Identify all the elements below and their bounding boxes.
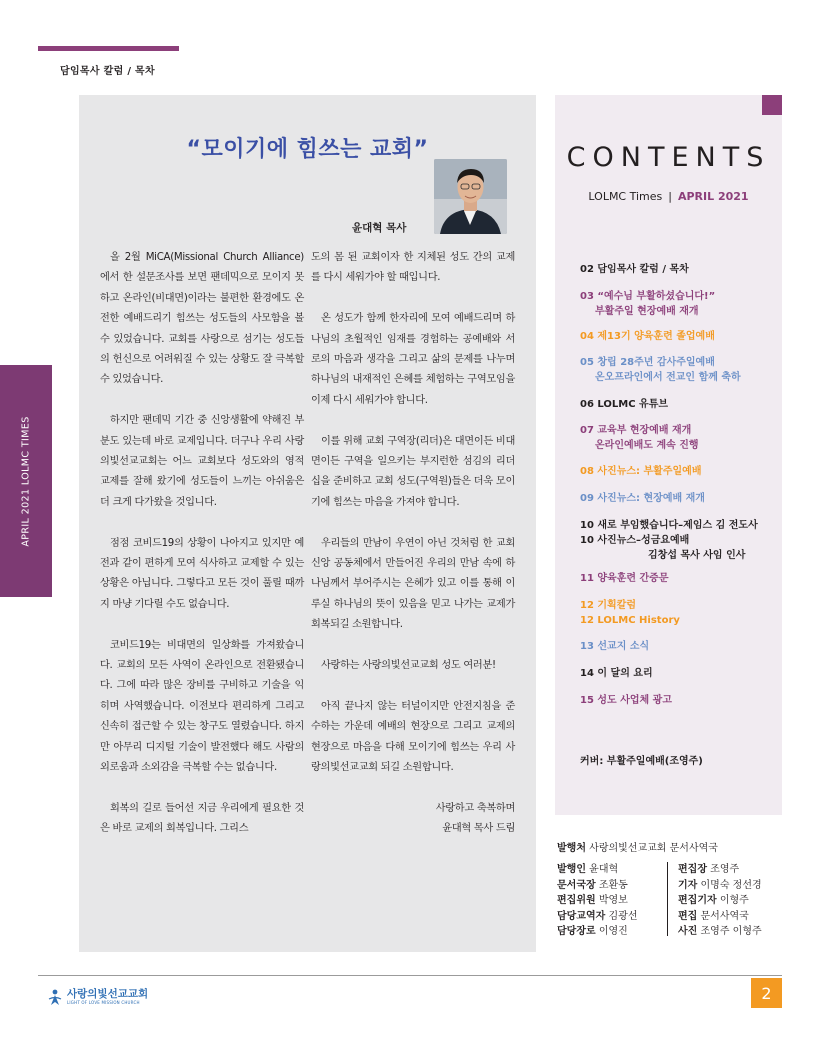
section-label: 담임목사 칼럼 / 목차 (60, 66, 155, 77)
paragraph: 올 2월 MiCA(Missional Church Alliance)에서 한 설문조사를 보면 팬데믹으로 모이지 못하고 온라인(비대면)이라는 불편한 환경에도 온전한 예배드리기 힘쓰는 성도들의 사모함을 볼 수 있었습니다. 교회를 사랑으로 섬기는 성도들의 헌신으로 어려워질 수 있는 상황도 잘 극복할 수 있었습니다. (100, 252, 304, 386)
issue-date: APRIL 2021 (677, 190, 749, 203)
author-byline: 윤대혁 목사 (352, 222, 407, 234)
toc-item-title: 11 양육훈련 간증문 (580, 573, 669, 584)
paragraph: 점점 코비드19의 상황이 나아지고 있지만 예전과 같이 편하게 모여 식사하고 교제할 수 있는 상황은 아닙니다. 그렇다고 모든 것이 풀릴 때까지 마냥 기다릴 수도 없습니다. (100, 537, 304, 610)
pastor-column (79, 95, 536, 952)
staff-divider (667, 862, 668, 936)
staff-credits-left (557, 862, 637, 940)
paragraph: 사랑하는 사랑의빛선교교회 성도 여러분! (321, 660, 496, 672)
paragraph: 도의 몸 된 교회이자 한 지체된 성도 간의 교제를 다시 세워가야 할 때입니다. (311, 252, 515, 284)
staff-row (678, 862, 762, 878)
publisher-line (557, 839, 718, 854)
toc-item[interactable] (580, 518, 758, 563)
toc-item-title: 12 LOLMC History (580, 615, 680, 626)
toc-item[interactable] (580, 639, 649, 654)
staff-role: 담당장로 (557, 926, 596, 938)
staff-role: 사진 (678, 926, 698, 938)
staff-name: 조환동 (598, 879, 628, 891)
toc-item-subtitle: 온오프라인에서 전교인 함께 축하 (595, 372, 741, 383)
staff-role: 편집기자 (678, 895, 717, 907)
publisher-value: 사랑의빛선교교회 문서사역국 (589, 843, 718, 854)
toc-item-subtitle: 김창섭 목사 사임 인사 (648, 550, 746, 561)
staff-name: 이영진 (598, 926, 628, 938)
cover-credit: 커버: 부활주일예배(조영주) (580, 756, 703, 767)
paragraph: 코비드19는 비대면의 일상화를 가져왔습니다. 교회의 모든 사역이 온라인으로 전환됐습니다. 그에 따라 많은 장비를 구비하고 기술을 익히며 사역했습니다. 이전보다 편리하게 그리고 신속히 접근할 수 있는 창구도 열렸습니다. 하지만 아무리 디지털 기술이 발전했다 해도 사람의 외로움과 소외감을 극복할 수는 없습니다. (100, 639, 304, 774)
toc-item[interactable] (580, 464, 701, 479)
church-logo-icon (47, 988, 63, 1006)
staff-name: 문서사역국 (700, 910, 749, 922)
staff-role: 문서국장 (557, 879, 596, 891)
paragraph: 회복의 길로 들어선 지금 우리에게 필요한 것은 바로 교제의 회복입니다. 그리스 (100, 802, 304, 835)
toc-item[interactable] (580, 491, 705, 506)
toc-item-title: 10 사진뉴스–성금요예배 (580, 535, 690, 546)
staff-role: 편집장 (678, 864, 707, 875)
staff-row (678, 909, 762, 925)
contents-corner-accent (762, 95, 782, 115)
logo-korean-name: 사랑의빛선교교회 (67, 988, 149, 1000)
bottom-rule (38, 975, 782, 976)
closing-signature: 윤대혁 목사 드림 (442, 823, 515, 835)
staff-row (678, 878, 762, 894)
logo-english-name: LIGHT OF LOVE MISSION CHURCH (67, 1000, 140, 1005)
staff-row (557, 909, 637, 925)
staff-role: 편집 (678, 910, 698, 922)
contents-subtitle (555, 190, 782, 203)
column-text-left (100, 248, 304, 860)
staff-row (557, 924, 637, 940)
toc-item-title: 05 창립 28주년 감사주일예배 (580, 357, 715, 368)
staff-role: 담당교역자 (557, 910, 606, 922)
staff-role: 편집위원 (557, 895, 596, 907)
staff-row (557, 878, 637, 894)
toc-item-title: 02 담임목사 칼럼 / 목차 (580, 264, 689, 275)
paragraph: 아직 끝나지 않는 터널이지만 안전지침을 준수하는 가운데 예배의 현장으로 그리고 교제의 현장으로 마음을 다해 모이기에 힘쓰는 우리 사랑의빛선교교회 되길 소원합니다. (311, 700, 515, 774)
staff-role: 발행인 (557, 864, 586, 875)
toc-item-title: 10 새로 부임했습니다–제임스 김 전도사 (580, 520, 758, 531)
staff-name: 김광선 (608, 910, 638, 922)
paragraph: 이를 위해 교회 구역장(리더)은 대면이든 비대면이든 구역을 일으키는 부지런한 섬김의 리더십을 준비하고 교회 성도(구역원)들은 더욱 모이기에 힘쓰는 마음을 가져야 합니다. (311, 435, 515, 508)
staff-name: 윤대혁 (589, 864, 619, 875)
toc-item-title: 13 선교지 소식 (580, 641, 650, 652)
toc-item-title: 09 사진뉴스: 현장예배 재개 (580, 493, 705, 504)
staff-name: 박영보 (598, 895, 628, 907)
toc-item-title: 07 교육부 현장예배 재개 (580, 425, 692, 436)
paragraph: 우리들의 만남이 우연이 아닌 것처럼 한 교회 신앙 공동체에서 만들어진 우리의 만남 속에 하나님께서 부어주시는 은혜가 있고 이를 통해 이루실 하나님의 뜻이 있음을 믿고 나가는 교제가 회복되길 소원합니다. (311, 537, 515, 631)
toc-item-subtitle: 온라인예배도 계속 진행 (595, 440, 699, 451)
toc-item-title: 12 기획칼럼 (580, 600, 637, 611)
toc-item-title: 06 LOLMC 유튜브 (580, 399, 669, 410)
staff-credits-right (678, 862, 762, 940)
toc-item-title: 04 제13기 양육훈련 졸업예배 (580, 331, 715, 342)
toc-item-subtitle: 부활주일 현장예배 재개 (595, 306, 699, 317)
staff-row (557, 893, 637, 909)
staff-name: 이형주 (719, 895, 749, 907)
church-logo[interactable] (47, 988, 148, 1006)
publication-name: LOLMC Times (588, 190, 663, 203)
staff-role: 기자 (678, 879, 698, 891)
toc-item-title: 15 성도 사업체 광고 (580, 695, 672, 706)
top-accent-rule (38, 46, 179, 51)
toc-item[interactable] (580, 329, 715, 344)
staff-row (557, 862, 637, 878)
staff-name: 이명숙 정선경 (700, 879, 762, 891)
paragraph: 하지만 팬데믹 기간 중 신앙생활에 약해진 부분도 있는데 바로 교제입니다. 더구나 우리 사랑의빛선교교회는 어느 교회보다 성도와의 영적 교제를 잘해 왔기에 성도들이 느끼는 아쉬움은 더 크게 다가왔을 것입니다. (100, 415, 304, 508)
column-title: “모이기에 힘쓰는 교회” (186, 137, 429, 162)
staff-row (678, 893, 762, 909)
toc-item[interactable] (580, 397, 668, 412)
staff-name: 조영주 (710, 864, 740, 875)
toc-item[interactable] (580, 666, 653, 681)
contents-title: CONTENTS (566, 142, 771, 173)
staff-row (678, 924, 762, 940)
toc-item[interactable] (580, 355, 741, 385)
side-tab (0, 365, 52, 597)
toc-item-title: 03 “예수님 부활하셨습니다!” (580, 291, 716, 302)
side-tab-label: APRIL 2021 LOLMC TIMES (20, 415, 32, 547)
toc-item[interactable] (580, 598, 680, 628)
staff-name: 조영주 이형주 (700, 926, 762, 938)
author-photo (434, 159, 507, 234)
toc-item[interactable] (580, 571, 669, 586)
toc-item-title: 08 사진뉴스: 부활주일예배 (580, 466, 702, 477)
toc-item[interactable] (580, 693, 672, 708)
toc-item-title: 14 이 달의 요리 (580, 668, 653, 679)
closing-line: 사랑하고 축복하며 (435, 802, 515, 814)
toc-item[interactable] (580, 262, 689, 277)
toc-item[interactable] (580, 289, 715, 319)
page-number: 2 (751, 978, 782, 1008)
toc-item[interactable] (580, 423, 699, 453)
publisher-label: 발행처 (557, 843, 586, 854)
subtitle-separator: | (668, 190, 672, 203)
column-text-right (311, 248, 515, 840)
paragraph: 온 성도가 함께 한자리에 모여 예배드리며 하나님의 초월적인 임재를 경험하는 공예배와 서로의 마음과 생각을 그리고 삶의 문제를 나누며 하나님의 내재적인 은혜를 체험하는 구역모임을 이제 다시 세워가야 합니다. (311, 313, 515, 406)
